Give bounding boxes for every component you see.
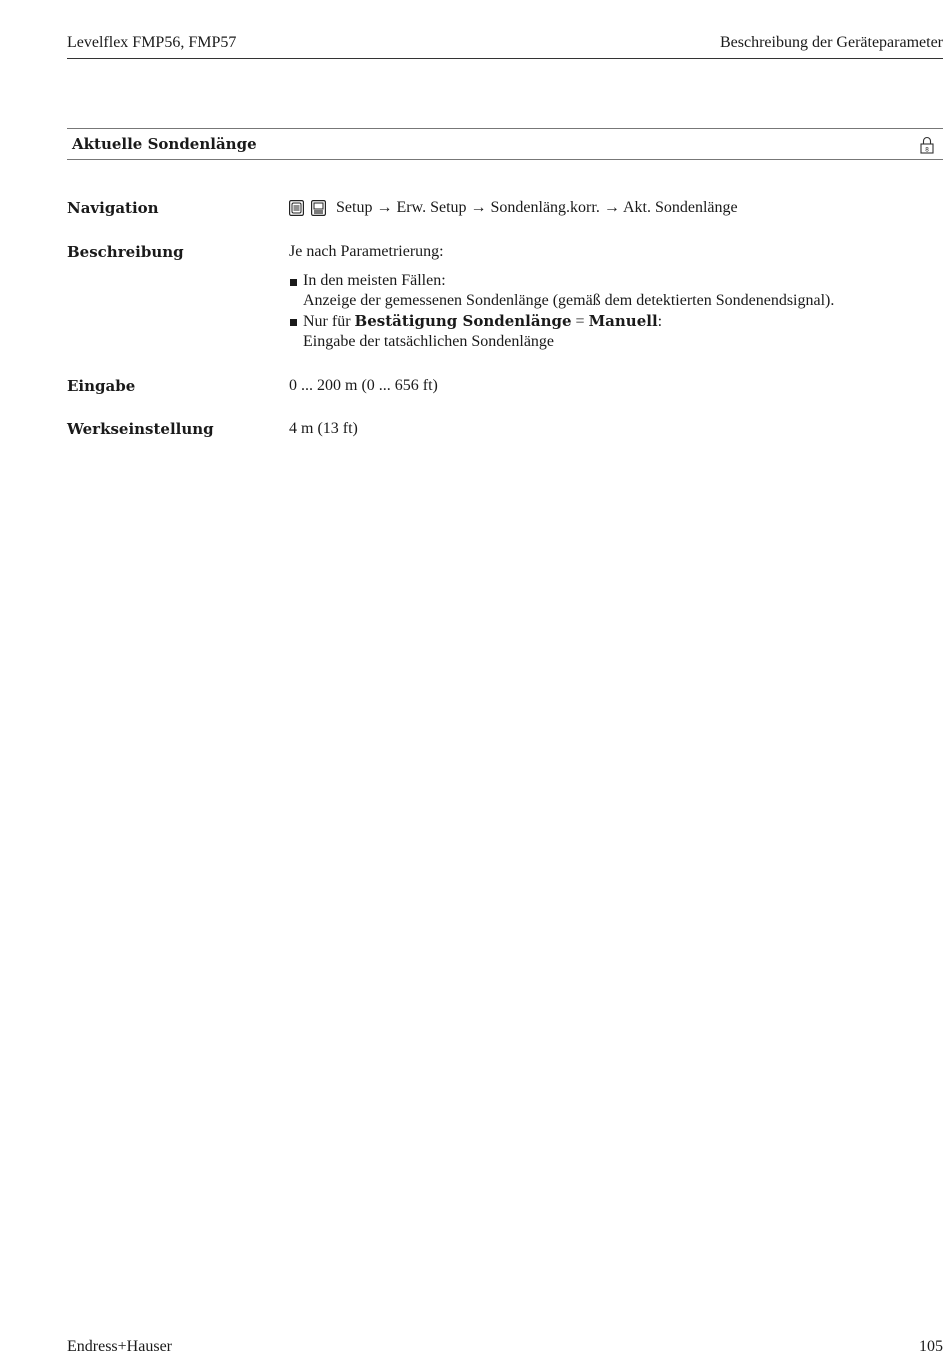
bullet2-param: Bestätigung Sondenlänge: [354, 312, 572, 330]
bullet-marker: [290, 279, 297, 286]
beschreibung-label: Beschreibung: [67, 243, 184, 261]
beschreibung-intro: Je nach Parametrierung:: [289, 243, 444, 260]
parameter-title: Aktuelle Sondenlänge: [72, 135, 257, 153]
page-header: [67, 32, 943, 59]
navigation-icons: [289, 200, 328, 219]
parameter-title-bar: [67, 128, 943, 160]
eingabe-label: Eingabe: [67, 377, 136, 395]
bullet2-body: Eingabe der tatsächlichen Sondenlänge: [303, 333, 555, 350]
bullet2-colon: :: [657, 313, 663, 330]
header-section: Beschreibung der Geräteparameter: [720, 34, 943, 51]
footer-brand: Endress+Hauser: [67, 1338, 172, 1355]
werkseinstellung-label: Werkseinstellung: [67, 420, 214, 438]
bullet2-eq: =: [571, 313, 589, 330]
bullet-marker: [290, 319, 297, 326]
navigation-path: Setup → Erw. Setup → Sondenläng.korr. → Akt. Sondenlänge: [336, 199, 738, 216]
bullet1-head: In den meisten Fällen:: [303, 272, 446, 289]
werkseinstellung-value: 4 m (13 ft): [289, 420, 358, 437]
bullet2-line: [303, 312, 662, 331]
page-number: 105: [919, 1338, 943, 1355]
bullet2-prefix: Nur für: [303, 313, 355, 330]
display-icon: [311, 200, 326, 216]
header-product: Levelflex FMP56, FMP57: [67, 34, 237, 51]
bullet1-body: Anzeige der gemessenen Sondenlänge (gemäß dem detektierten Sondenendsignal).: [303, 292, 835, 309]
svg-text:8: 8: [925, 146, 929, 154]
operating-menu-icon: [289, 200, 304, 216]
eingabe-value: 0 ... 200 m (0 ... 656 ft): [289, 377, 438, 394]
lock-icon: [920, 136, 934, 154]
navigation-label: Navigation: [67, 199, 159, 217]
bullet2-value: Manuell: [588, 312, 658, 330]
